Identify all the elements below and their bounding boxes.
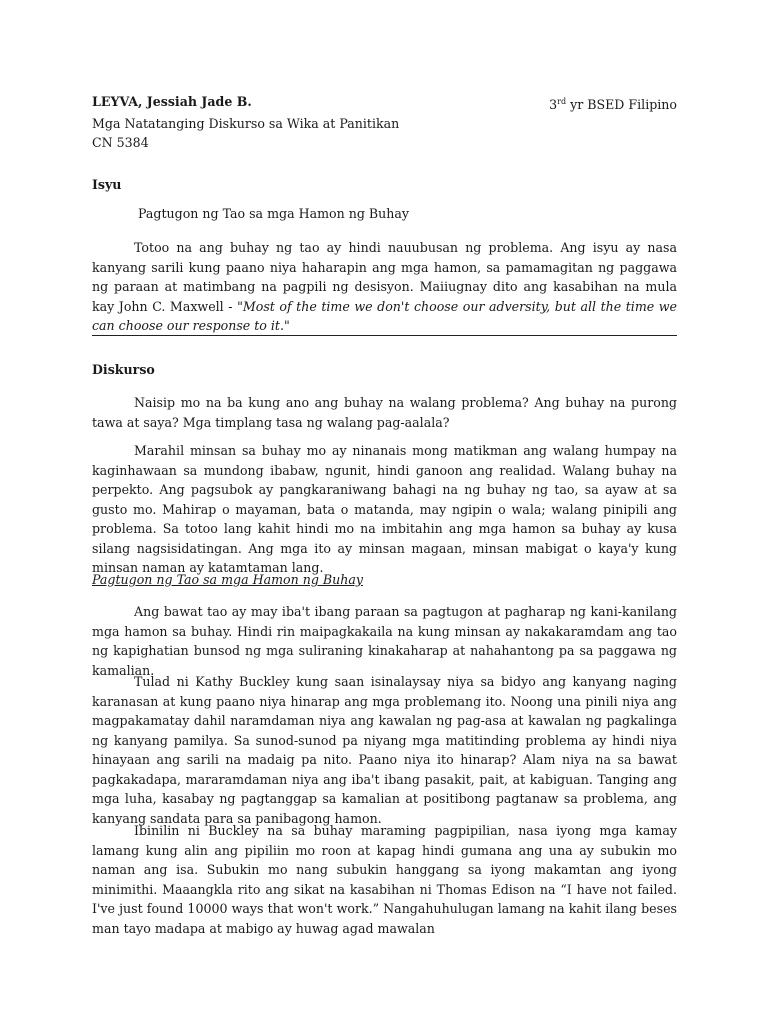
course-year-number: 3 [549,97,558,113]
issue-paragraph-text: Totoo na ang buhay ng tao ay hindi nauubusan ng problema. Ang isyu ay nasa kanyang sarili kung paano niya haharapin ang mga hamon, sa pamamagitan ng paggawa ng paraan at matimbang na pagpili ng desisyon. Maiiugnay dito ang kasabihan na mula kay John C. Maxwell - [92,240,677,314]
discourse-paragraph-4-text: Tulad ni Kathy Buckley kung saan isinalaysay niya sa bidyo ang kanyang naging karanasan at kung paano niya hinarap ang mga problemang ito. Noong una pinili niya ang magpakamatay dahil naramdaman niya ang kawalan ng pag-asa at kawalan ng pagkalinga ng kanyang pamilya. Sa sunod-sunod pa niyang mga matitinding problema ay hindi niya hinayaan ang sarili na madaig pa nito. Paano niya ito hinarap? Alam niya na sa bawat pagkakadapa, mararamdaman niya ang iba't ibang pasakit, pait, at kabiguan. Tanging ang mga luha, kasabay ng pagtanggap sa kamalian at positibong pagtanaw sa problema, ang kanyang sandata para sa panibagong hamon. [92,674,677,826]
class-code: CN 5384 [92,135,149,151]
author-name: LEYVA, Jessiah Jade B. [92,94,252,109]
subject-title: Mga Natatanging Diskurso sa Wika at Panitikan [92,116,400,132]
discourse-paragraph-2-text: Marahil minsan sa buhay mo ay ninanais mong matikman ang walang humpay na kaginhawaan sa mundong ibabaw, ngunit, hindi ganoon ang realidad. Walang buhay na perpekto. Ang pagsubok ay pangkaraniwang bahagi na ng buhay ng tao, sa ayaw at sa gusto mo. Mahirap o mayaman, bata o matanda, may ngipin o wala; walang pinipili ang problema. Sa totoo lang kahit hindi mo na imbitahin ang mga hamon sa buhay ay kusa silang nagsisidatingan. Ang mga ito ay minsan magaan, minsan mabigat o kaya'y kung minsan naman ay katamtaman lang. [92,443,677,575]
discourse-paragraph-5 [92,821,677,938]
maxwell-quote: "Most of the time we don't choose our adversity, but all the time we can choose our response to it." [92,298,677,333]
issue-heading: Isyu [92,177,122,192]
issue-title: Pagtugon ng Tao sa mga Hamon ng Buhay [138,206,409,221]
discourse-paragraph-4 [92,672,677,828]
discourse-paragraph-3 [92,602,677,680]
discourse-subheading: Pagtugon ng Tao sa mga Hamon ng Buhay [92,572,363,587]
discourse-paragraph-5-text: Ibinilin ni Buckley na sa buhay maraming pagpipilian, nasa iyong mga kamay lamang kung alin ang pipiliin mo roon at kapag hindi gumana ang una ay subukin mo naman ang isa. Subukin mo nang subukin hanggang sa iyong makamtan ang iyong minimithi. Maaangkla rito ang sikat na kasabihan ni Thomas Edison na “I have not failed. I've just found 10000 ways that won't work.” Nangahuhulugan lamang na kahit ilang beses man tayo madapa at mabigo ay huwag agad mawalan [92,823,677,936]
issue-paragraph [92,238,677,336]
course-year-program: yr BSED Filipino [566,97,677,113]
header-row [92,92,677,114]
discourse-paragraph-3-text: Ang bawat tao ay may iba't ibang paraan sa pagtugon at pagharap ng kani-kanilang mga hamon sa buhay. Hindi rin maipagkakaila na kung minsan ay nakakaramdam ang tao ng kapighatian bunsod ng mga suliraning kinakaharap at nahahantong pa sa paggawa ng kamalian. [92,604,677,678]
discourse-paragraph-1-text: Naisip mo na ba kung ano ang buhay na walang problema? Ang buhay na purong tawa at saya? Mga timplang tasa ng walang pag-aalala? [92,395,677,430]
course-year-ordinal: rd [557,97,567,106]
discourse-paragraph-1 [92,393,677,432]
document-header [92,92,677,152]
discourse-heading: Diskurso [92,362,155,377]
section-divider [92,335,677,336]
course-year [549,92,677,114]
discourse-paragraph-2 [92,441,677,578]
